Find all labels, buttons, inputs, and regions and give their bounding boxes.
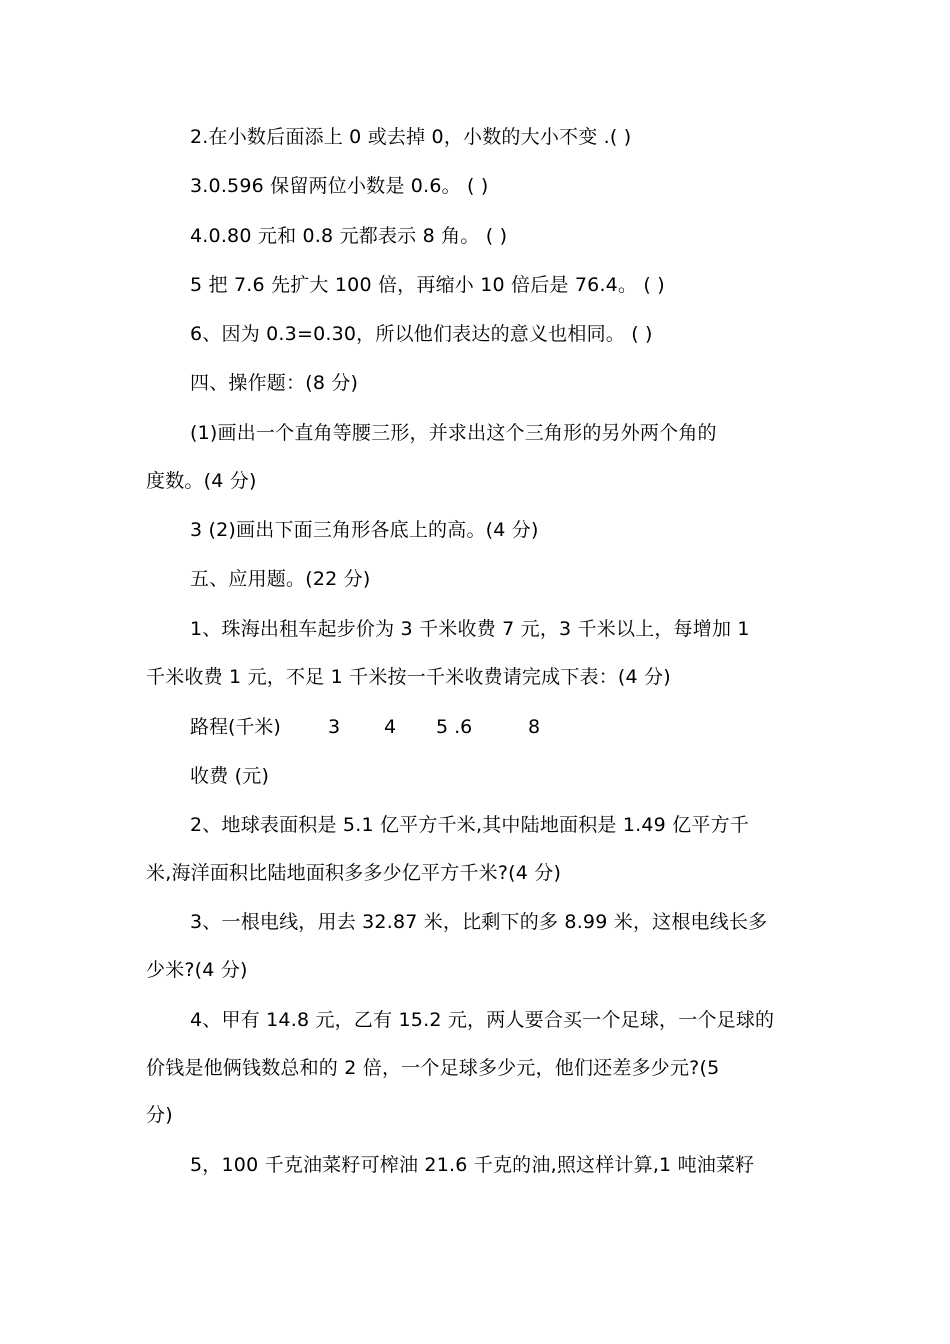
distance-value: 3 xyxy=(328,716,341,738)
application-item-4-line-2: 价钱是他俩钱数总和的 2 倍，一个足球多少元，他们还差多少元?(5 xyxy=(146,1057,720,1079)
fare-table-distance-row xyxy=(190,715,590,739)
operation-item-2: 3 (2)画出下面三角形各底上的高。(4 分) xyxy=(190,519,539,541)
true-false-item-4: 4.0.80 元和 0.8 元都表示 8 角。 ( ) xyxy=(190,225,508,247)
distance-value: 8 xyxy=(528,716,541,738)
application-item-4-line-3: 分) xyxy=(146,1104,173,1126)
application-item-3-line-2: 少米?(4 分) xyxy=(146,959,248,981)
application-item-2-line-2: 米,海洋面积比陆地面积多多少亿平方千米?(4 分) xyxy=(146,862,562,884)
operation-item-1-line-1: (1)画出一个直角等腰三形，并求出这个三角形的另外两个角的 xyxy=(190,422,717,444)
true-false-item-2: 2.在小数后面添上 0 或去掉 0，小数的大小不变 .( ) xyxy=(190,126,632,148)
application-item-2-line-1: 2、地球表面积是 5.1 亿平方千米,其中陆地面积是 1.49 亿平方千 xyxy=(190,814,750,836)
true-false-item-6: 6、因为 0.3=0.30，所以他们表达的意义也相同。 ( ) xyxy=(190,323,653,345)
operation-item-1-line-2: 度数。(4 分) xyxy=(146,470,257,492)
application-item-3-line-1: 3、一根电线，用去 32.87 米，比剩下的多 8.99 米，这根电线长多 xyxy=(190,911,768,933)
application-item-5-line-1: 5，100 千克油菜籽可榨油 21.6 千克的油,照这样计算,1 吨油菜籽 xyxy=(190,1154,755,1176)
application-item-1-line-2: 千米收费 1 元，不足 1 千米按一千米收费请完成下表：(4 分) xyxy=(146,666,671,688)
true-false-item-3: 3.0.596 保留两位小数是 0.6。 ( ) xyxy=(190,175,489,197)
true-false-item-5: 5 把 7.6 先扩大 100 倍，再缩小 10 倍后是 76.4。 ( ) xyxy=(190,274,665,296)
distance-value: 4 xyxy=(384,716,397,738)
fare-table-fee-row: 收费 (元) xyxy=(190,765,270,787)
application-item-1-line-1: 1、珠海出租车起步价为 3 千米收费 7 元，3 千米以上，每增加 1 xyxy=(190,618,750,640)
distance-value: 5 .6 xyxy=(436,716,473,738)
section-heading-operation: 四、操作题：(8 分) xyxy=(190,372,359,394)
application-item-4-line-1: 4、甲有 14.8 元，乙有 15.2 元，两人要合买一个足球，一个足球的 xyxy=(190,1009,775,1031)
section-heading-application: 五、应用题。(22 分) xyxy=(190,568,371,590)
distance-label: 路程(千米) xyxy=(190,716,281,738)
